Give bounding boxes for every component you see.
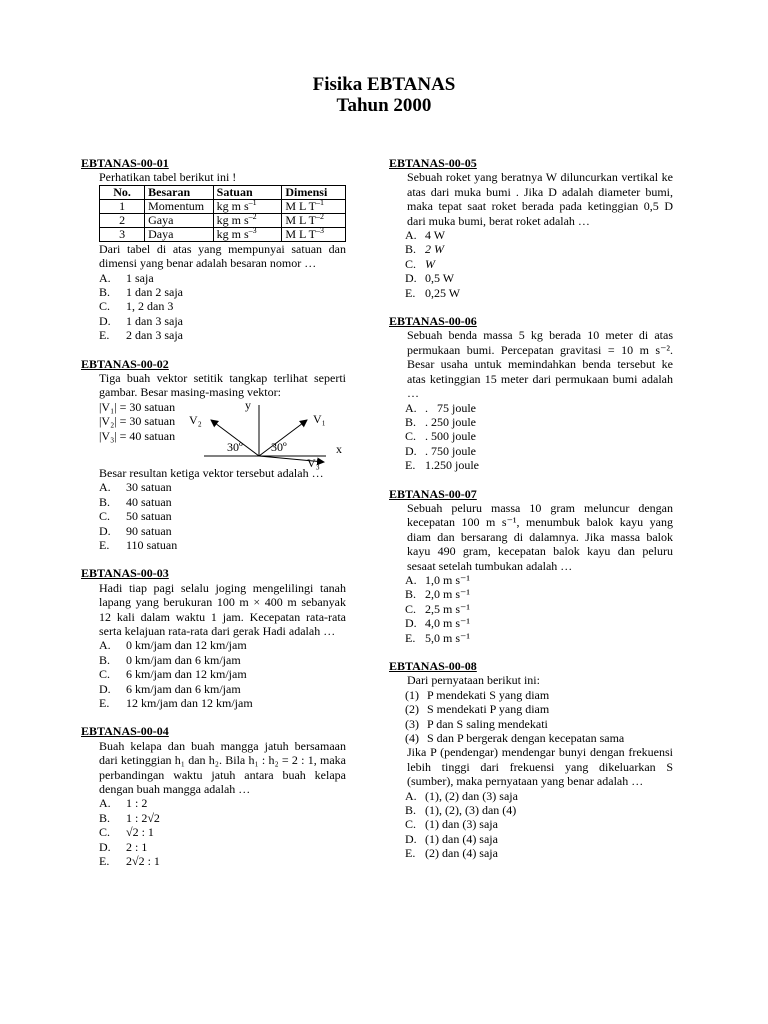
option-letter: B. (99, 494, 111, 509)
dimension-text: M L T (285, 226, 316, 241)
left-column (81, 156, 346, 882)
x-axis-label: x (336, 441, 342, 456)
option-letter: D. (405, 616, 417, 631)
option-text: 0 km/jam dan 12 km/jam (126, 638, 247, 653)
option-letter: A. (405, 228, 417, 243)
option-letter: D. (99, 839, 111, 854)
option-letter: D. (99, 681, 111, 696)
answer-option (99, 682, 346, 696)
option-letter: C. (405, 601, 417, 616)
option-letter: D. (99, 313, 111, 328)
option-letter: C. (99, 299, 111, 314)
answer-option (99, 271, 346, 285)
answer-option (99, 653, 346, 667)
vector-v2-magnitude: |V₂| = 30 satuan (99, 414, 176, 429)
answer-option (389, 257, 673, 271)
option-text: 6 km/jam dan 6 km/jam (126, 681, 241, 696)
option-letter: B. (405, 587, 417, 602)
vector-v3-label: V₃ (307, 455, 320, 470)
table-header-cell: No. (100, 185, 145, 199)
option-letter: E. (99, 537, 110, 552)
unit-exponent: –1 (248, 197, 257, 207)
option-text: 1 dan 3 saja (126, 313, 183, 328)
answer-option (99, 854, 346, 868)
table-row (100, 227, 346, 241)
vector-v1-label: V₁ (313, 411, 326, 426)
answer-option (389, 228, 673, 242)
vector-diagram (81, 397, 346, 470)
option-text: 12 km/jam dan 12 km/jam (126, 695, 253, 710)
answer-option (99, 638, 346, 652)
question-label: EBTANAS-00-04 (81, 724, 169, 739)
option-letter: A. (99, 638, 111, 653)
option-text: 1 : 2√2 (126, 810, 160, 825)
answer-option (99, 480, 346, 494)
dimension-text: M L T (285, 212, 316, 227)
option-letter: D. (405, 271, 417, 286)
question-text: Buah kelapa dan buah mangga jatuh bersamaan dari ketinggian h₁ dan h₂. Bila h₁ : h₂ = 2 : 1, maka perbandingan waktu jatuh antara buah kelapa dengan buah mangga adalah … (99, 738, 346, 796)
question-label: EBTANAS-00-03 (81, 566, 169, 581)
answer-option (389, 817, 673, 831)
table-cell: Momentum (145, 199, 214, 213)
question-intro: Tiga buah vektor setitik tangkap terlihat seperti gambar. Besar masing-masing vektor: (99, 371, 346, 400)
option-letter: C. (405, 817, 417, 832)
option-letter: E. (405, 285, 416, 300)
statement-text: S mendekati P yang diam (427, 702, 550, 717)
statement-number: (2) (405, 702, 419, 717)
question-text: Sebuah peluru massa 10 gram meluncur dengan kecepatan 100 m s⁻¹, menumbuk balok kayu yang diam dan bersarang di dalamnya. Jika massa balok kayu 490 gram, kecepatan balok kayu dan peluru sesaat setelah tumbukan adalah … (407, 500, 673, 573)
units-table (99, 185, 346, 242)
option-letter: B. (405, 803, 417, 818)
question-text: Sebuah roket yang beratnya W diluncurkan vertikal ke atas dari muka bumi . Jika D adalah diameter bumi, maka tepat saat roket berada pada ketinggian 0,5 D dari muka bumi, berat roket adalah … (407, 170, 673, 228)
question-text: Hadi tiap pagi selalu joging mengelilingi tanah lapang yang berukuran 100 m × 400 m sebanyak 12 kali dalam waktu 1 jam. Kecepatan rata-rata serta kelajuan rata-rata dari gerak Hadi adalah … (99, 580, 346, 638)
question-text: Sebuah benda massa 5 kg berada 10 meter di atas permukaan bumi. Percepatan gravitasi = 10 m s⁻². Besar usaha untuk memindahkan benda tersebut ke atas ketinggian 15 meter dari permukaan bumi adalah … (407, 328, 673, 401)
table-cell (213, 227, 282, 241)
option-text: (1), (2) dan (3) saja (425, 788, 518, 803)
option-letter: E. (99, 854, 110, 869)
option-text: . 75 joule (425, 400, 476, 415)
statement-text: P mendekati S yang diam (427, 687, 550, 702)
option-text: 1 dan 2 saja (126, 285, 183, 300)
option-text: 2,5 m s⁻¹ (425, 601, 470, 616)
table-cell: 3 (100, 227, 145, 241)
question-05 (389, 156, 673, 300)
question-07 (389, 487, 673, 645)
question-08 (389, 659, 673, 861)
option-text: W (425, 256, 435, 271)
unit-text: kg m s (216, 226, 249, 241)
answer-option (389, 573, 673, 587)
table-header-cell: Satuan (213, 185, 282, 199)
option-letter: E. (405, 630, 416, 645)
statement-text: S dan P bergerak dengan kecepatan sama (427, 731, 625, 746)
question-06 (389, 314, 673, 472)
answer-option (99, 495, 346, 509)
option-letter: E. (405, 846, 416, 861)
option-text: 1, 2 dan 3 (126, 299, 174, 314)
question-text: Dari tabel di atas yang mempunyai satuan dan dimensi yang benar adalah besaran nomor … (99, 241, 346, 271)
unit-exponent: –3 (248, 225, 257, 235)
option-letter: A. (405, 572, 417, 587)
option-text: (1), (2), (3) dan (4) (425, 803, 517, 818)
option-text: 0,5 W (425, 271, 455, 286)
option-letter: B. (99, 652, 111, 667)
vector-v1-magnitude: |V₁| = 30 satuan (99, 399, 176, 414)
answer-option (99, 328, 346, 342)
statement-number: (1) (405, 687, 419, 702)
option-text: (1) dan (3) saja (425, 817, 498, 832)
option-letter: C. (405, 256, 417, 271)
option-letter: B. (405, 242, 417, 257)
statement-item (389, 688, 673, 702)
option-letter: E. (99, 695, 110, 710)
option-text: 2 : 1 (126, 839, 148, 854)
table-row (100, 199, 346, 213)
option-text: 0,25 W (425, 285, 461, 300)
question-intro: Perhatikan tabel berikut ini ! (99, 170, 237, 185)
answer-option (389, 242, 673, 256)
table-header-cell: Dimensi (282, 185, 346, 199)
answer-option (99, 825, 346, 839)
option-text: 110 satuan (126, 537, 178, 552)
question-text: Besar resultan ketiga vektor tersebut adalah … (99, 465, 324, 480)
y-axis-label: y (245, 397, 251, 412)
option-letter: B. (99, 285, 111, 300)
option-text: 1 saja (126, 270, 154, 285)
answer-option (389, 587, 673, 601)
option-letter: A. (99, 480, 111, 495)
dimension-text: M L T (285, 198, 316, 213)
option-text: 30 satuan (126, 480, 172, 495)
table-header-row (100, 185, 346, 199)
option-text: √2 : 1 (126, 825, 154, 840)
page-title (0, 74, 768, 116)
option-text: 4 W (425, 228, 446, 243)
question-04 (81, 724, 346, 868)
table-cell (213, 213, 282, 227)
answer-option (389, 271, 673, 285)
unit-exponent: –2 (248, 211, 257, 221)
option-letter: B. (99, 810, 111, 825)
title-line-2: Tahun 2000 (336, 95, 432, 116)
statement-item (389, 702, 673, 716)
question-label: EBTANAS-00-05 (389, 156, 477, 170)
question-intro: Dari pernyataan berikut ini: (407, 673, 540, 688)
table-cell (213, 199, 282, 213)
option-letter: D. (405, 831, 417, 846)
statement-item (389, 717, 673, 731)
option-letter: D. (405, 443, 417, 458)
answer-option (99, 811, 346, 825)
option-text: 2 W (425, 242, 444, 257)
table-cell: 1 (100, 199, 145, 213)
answer-option (389, 444, 673, 458)
question-label: EBTANAS-00-01 (81, 156, 169, 170)
option-letter: C. (405, 429, 417, 444)
question-label: EBTANAS-00-06 (389, 314, 477, 329)
answer-option (389, 286, 673, 300)
table-cell (282, 227, 346, 241)
angle-right-label: 30º (271, 439, 287, 454)
answer-option (389, 616, 673, 630)
answer-option (389, 832, 673, 846)
option-text: 0 km/jam dan 6 km/jam (126, 652, 241, 667)
option-text: 2√2 : 1 (126, 854, 160, 869)
option-text: 1,0 m s⁻¹ (425, 572, 470, 587)
option-text: 5,0 m s⁻¹ (425, 630, 470, 645)
option-letter: E. (99, 328, 110, 343)
option-text: (1) dan (4) saja (425, 831, 498, 846)
answer-option (99, 509, 346, 523)
question-text: Jika P (pendengar) mendengar bunyi dengan frekuensi lebih tinggi dari frekuensi yang dikeluarkan S (sumber), maka pernyataan yang benar adalah … (407, 745, 673, 789)
statement-number: (4) (405, 731, 419, 746)
answer-option (99, 796, 346, 810)
statement-item (389, 731, 673, 745)
option-text: 4,0 m s⁻¹ (425, 616, 470, 631)
answer-option (99, 299, 346, 313)
table-cell (282, 199, 346, 213)
answer-option (389, 631, 673, 645)
table-row (100, 213, 346, 227)
option-text: (2) dan (4) saja (425, 846, 498, 861)
answer-option (389, 789, 673, 803)
answer-option (389, 458, 673, 472)
table-cell: Daya (145, 227, 214, 241)
table-header-cell: Besaran (145, 185, 214, 199)
statement-text: P dan S saling mendekati (427, 716, 548, 731)
option-letter: A. (99, 270, 111, 285)
answer-option (99, 696, 346, 710)
option-letter: A. (405, 400, 417, 415)
question-01 (81, 156, 346, 343)
title-line-1: Fisika EBTANAS (312, 74, 456, 95)
option-letter: A. (99, 796, 111, 811)
option-text: 2 dan 3 saja (126, 328, 183, 343)
vector-v2-label: V₂ (189, 412, 202, 427)
answer-option (389, 401, 673, 415)
answer-option (389, 602, 673, 616)
right-column (389, 156, 673, 875)
option-letter: C. (99, 667, 111, 682)
option-letter: D. (99, 523, 111, 538)
option-letter: E. (405, 458, 416, 473)
option-letter: A. (405, 788, 417, 803)
table-cell: Gaya (145, 213, 214, 227)
unit-text: kg m s (216, 212, 249, 227)
question-03 (81, 566, 346, 710)
dimension-exponent: –1 (315, 197, 324, 207)
question-label: EBTANAS-00-08 (389, 659, 477, 673)
option-letter: B. (405, 414, 417, 429)
option-text: 1 : 2 (126, 796, 148, 811)
option-text: . 250 joule (425, 414, 476, 429)
option-text: . 500 joule (425, 429, 476, 444)
option-text: 40 satuan (126, 494, 172, 509)
angle-left-label: 30º (227, 439, 243, 454)
vector-v3-magnitude: |V₃| = 40 satuan (99, 428, 176, 443)
option-text: 1.250 joule (425, 458, 479, 473)
answer-option (389, 846, 673, 860)
unit-text: kg m s (216, 198, 249, 213)
option-letter: C. (99, 825, 111, 840)
option-text: 2,0 m s⁻¹ (425, 587, 470, 602)
option-text: . 750 joule (425, 443, 476, 458)
answer-option (389, 429, 673, 443)
answer-option (99, 314, 346, 328)
option-text: 50 satuan (126, 509, 172, 524)
dimension-exponent: –3 (315, 225, 324, 235)
dimension-exponent: –2 (315, 211, 324, 221)
answer-option (389, 803, 673, 817)
question-label: EBTANAS-00-02 (81, 356, 169, 371)
question-label: EBTANAS-00-07 (389, 486, 477, 501)
statement-number: (3) (405, 716, 419, 731)
option-text: 6 km/jam dan 12 km/jam (126, 667, 247, 682)
question-02 (81, 357, 346, 553)
option-letter: C. (99, 509, 111, 524)
answer-option (99, 524, 346, 538)
table-cell: 2 (100, 213, 145, 227)
answer-option (99, 285, 346, 299)
answer-option (99, 840, 346, 854)
table-cell (282, 213, 346, 227)
answer-option (389, 415, 673, 429)
answer-option (99, 538, 346, 552)
answer-option (99, 667, 346, 681)
option-text: 90 satuan (126, 523, 172, 538)
